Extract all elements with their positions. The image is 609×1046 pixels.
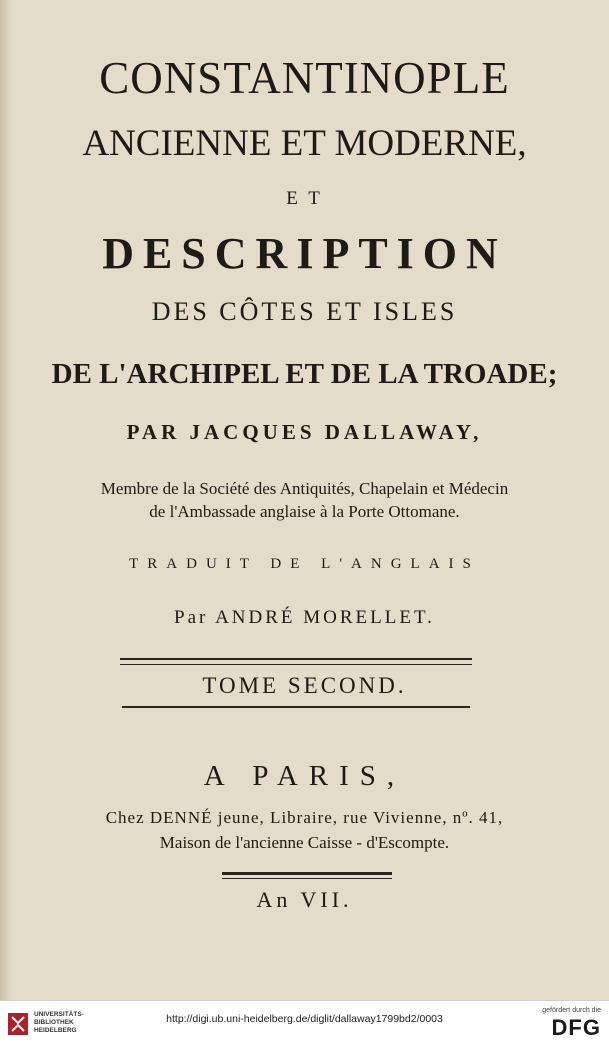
author-byline: PAR JACQUES DALLAWAY, [126,420,483,444]
author-description-1: Membre de la Société des Antiquités, Chapelain et Médecin [100,479,509,498]
imprint-address: Maison de l'ancienne Caisse - d'Escompte. [159,833,450,852]
volume-rule-bottom [122,706,470,708]
author-description-2: de l'Ambassade anglaise à la Porte Ottomane. [149,502,460,521]
viewer-footer [0,1000,609,1046]
funded-by-label: gefördert durch die [542,1007,601,1014]
imprint-city: A PARIS, [203,760,406,792]
library-logo-text: UNIVERSITÄTS- BIBLIOTHEK HEIDELBERG [34,1011,84,1034]
permalink-url[interactable]: http://digi.ub.uni-heidelberg.de/diglit/dallaway1799bd2/0003 [166,1013,443,1025]
imprint-publisher: Chez DENNÉ jeune, Libraire, rue Vivienne, nº. 41, [105,808,504,827]
volume-rule-top [120,658,472,660]
imprint-rule-thin [222,878,392,879]
title-line-constantinople: CONSTANTINOPLE [99,53,510,103]
volume-label: TOME SECOND. [202,673,407,698]
title-line-cotes: DES CÔTES ET ISLES [151,297,458,326]
title-line-et: E T [286,188,323,209]
title-line-ancienne: ANCIENNE ET MODERNE, [82,123,527,164]
dfg-logo[interactable]: DFG [551,1015,601,1040]
volume-rule-top-thin [120,664,472,665]
translation-line: TRADUIT DE L'ANGLAIS [129,556,480,572]
title-line-description: DESCRIPTION [102,229,507,278]
title-line-archipel: DE L'ARCHIPEL ET DE LA TROADE; [51,358,558,390]
imprint-rule [222,872,392,875]
imprint-year: An VII. [256,887,353,912]
translator-line: Par ANDRÉ MORELLET. [174,607,435,628]
